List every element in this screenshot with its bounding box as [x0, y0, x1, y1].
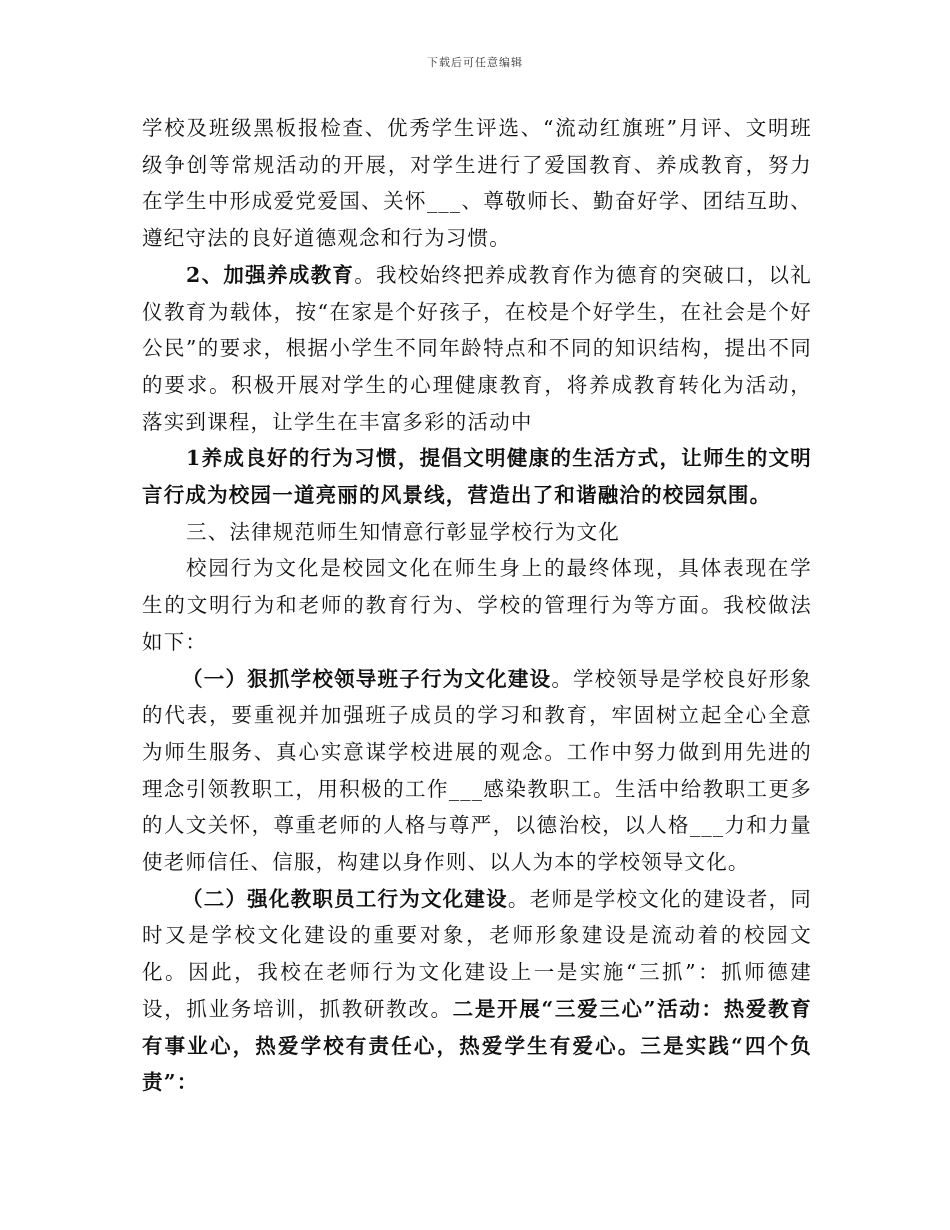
paragraph-1: 学校及班级黑板报检查、优秀学生评选、“流动红旗班”月评、文明班级争创等常规活动的开展，对学生进行了爱国教育、养成教育，努力在学生中形成爱党爱国、关怀___、尊敬师长、勤奋好学、团结互助、遵纪守法的良好道德观念和行为习惯。 — [142, 116, 812, 251]
paragraph-5 — [142, 661, 812, 881]
document-body — [142, 110, 812, 1101]
paragraph-3: 1养成良好的行为习惯，提倡文明健康的生活方式，让师生的文明言行成为校园一道亮丽的风景线，营造出了和谐融洽的校园氛围。 — [142, 446, 812, 508]
paragraph-2-heading: 2、加强养成教育 — [186, 262, 355, 287]
paragraph-2-text: 。我校始终把养成教育作为德育的突破口，以礼仪教育为载体，按“在家是个好孩子，在校是个好学生，在社会是个好公民”的要求，根据小学生不同年龄特点和不同的知识结构，提出不同的要求。积极开展对学生的心理健康教育，将养成教育转化为活动，落实到课程，让学生在丰富多彩的活动中 — [142, 262, 812, 434]
page-header: 下载后可任意编辑 — [427, 56, 523, 69]
paragraph-2 — [142, 257, 812, 441]
paragraph-6-bold-text: 二是开展“三爱三心”活动：热爱教育有事业心，热爱学校有责任心，热爱学生有爱心。三是实践“四个负责”： — [142, 996, 812, 1095]
paragraph-5-heading: （一）狠抓学校领导班子行为文化建设 — [182, 666, 552, 691]
paragraph-6-heading: （二）强化教职员工行为文化建设 — [182, 886, 508, 911]
paragraph-5-text: 。学校领导是学校良好形象的代表，要重视并加强班子成员的学习和教育，牢固树立起全心全意为师生服务、真心实意谋学校进展的观念。工作中努力做到用先进的理念引领教职工，用积极的工作___感染教职工。生活中给教职工更多的人文关怀，尊重老师的人格与尊严，以德治校，以人格___力和力量使老师信任、信服，构建以身作则、以人为本的学校领导文化。 — [142, 666, 812, 875]
paragraph-6 — [142, 881, 812, 1101]
paragraph-4: 校园行为文化是校园文化在师生身上的最终体现，具体表现在学生的文明行为和老师的教育行为、学校的管理行为等方面。我校做法如下： — [142, 556, 812, 654]
section-heading-3: 三、法律规范师生知情意行彰显学校行为文化 — [186, 519, 620, 544]
paragraph-6-text: 。老师是学校文化的建设者，同时又是学校文化建设的重要对象，老师形象建设是流动着的校园文化。因此，我校在老师行为文化建设上一是实施“三抓”：抓师德建设，抓业务培训，抓教研教改。 — [142, 886, 812, 1021]
